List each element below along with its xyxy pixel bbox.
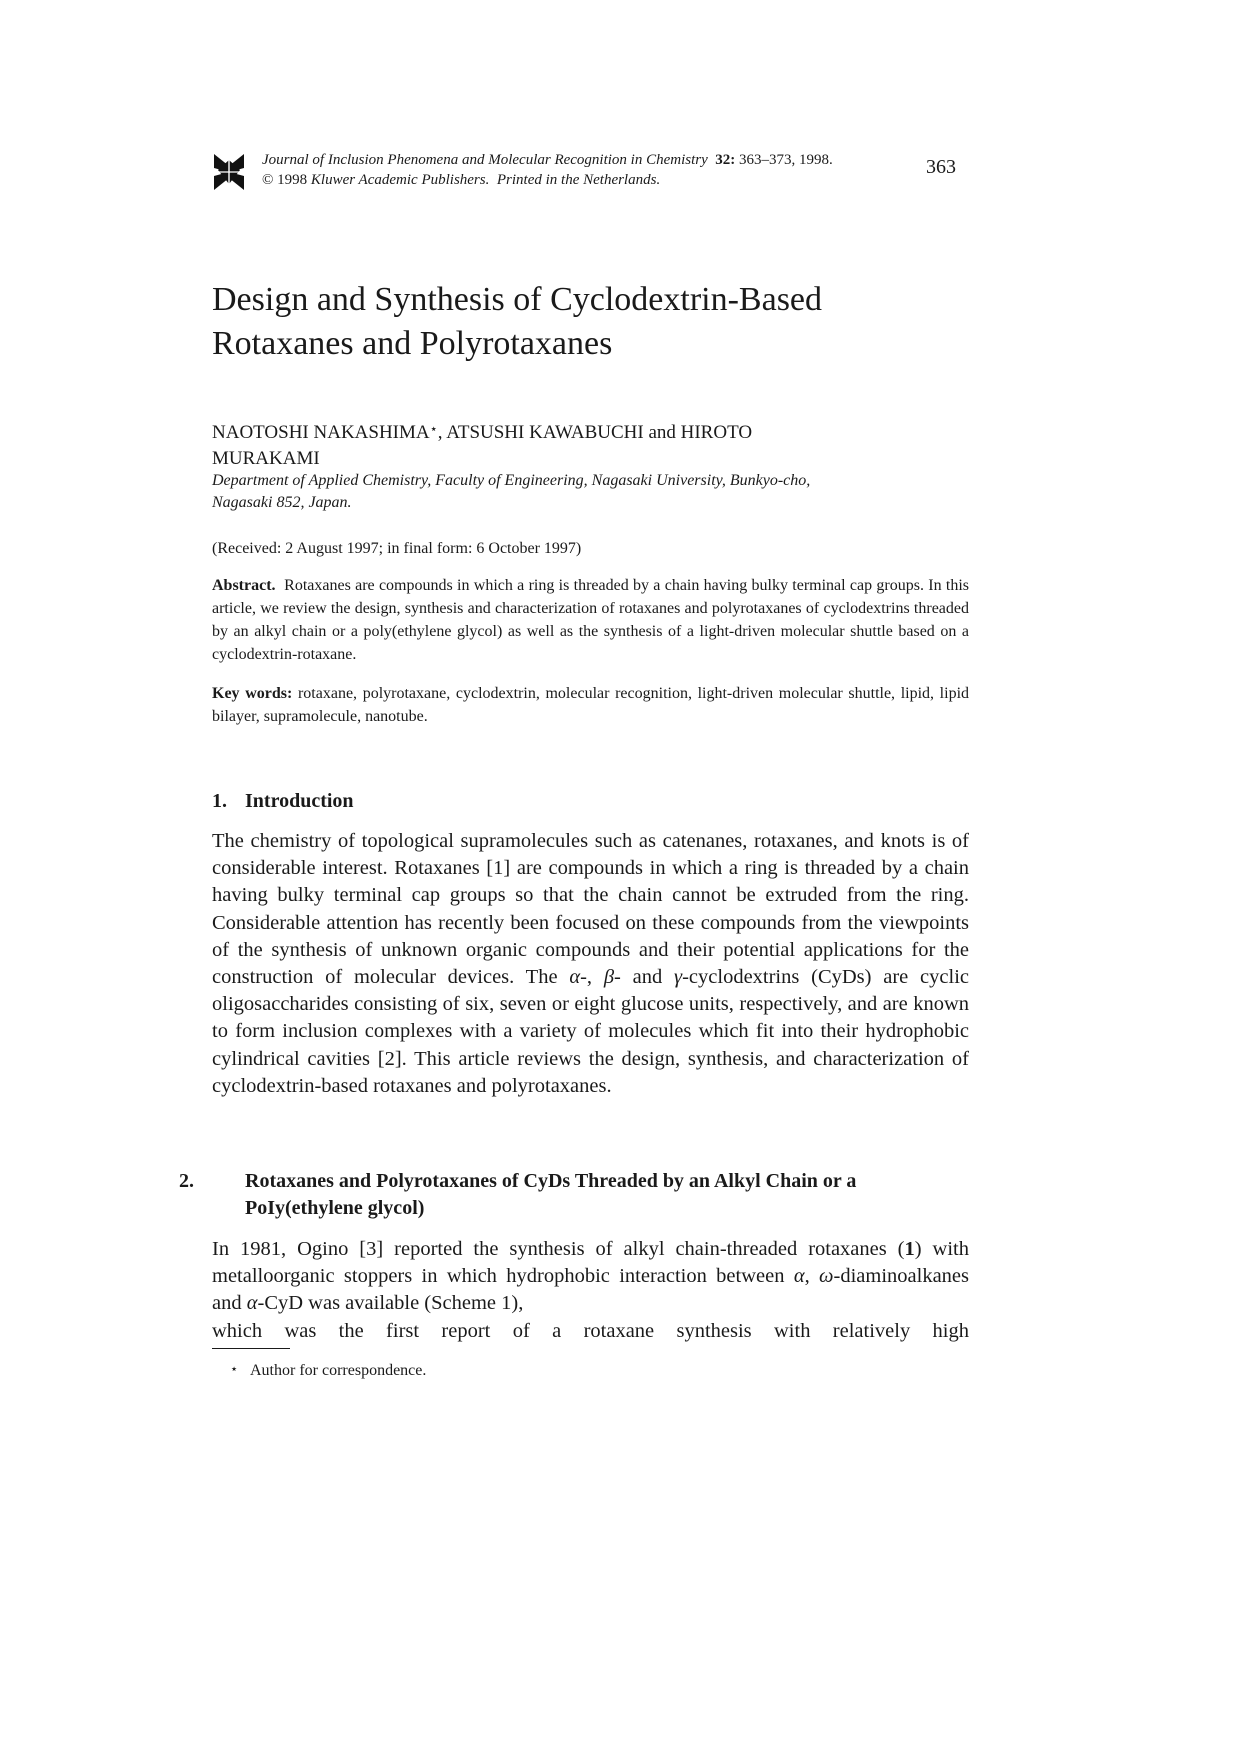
greek-gamma: γ (674, 966, 683, 989)
sec2-last-line: which was the first report of a rotaxane synthesis with relatively high (212, 1319, 969, 1342)
section-2-heading (179, 1168, 969, 1222)
journal-name: Journal of Inclusion Phenomena and Molecular Recognition in Chemistry (262, 152, 708, 168)
footnote-divider (212, 1348, 290, 1349)
title-line-2: Rotaxanes and Polyrotaxanes (212, 325, 613, 362)
greek-omega: ω (819, 1265, 834, 1288)
section-2-paragraph (212, 1236, 969, 1345)
copyright-year: 1998 (277, 172, 308, 188)
paper-title (212, 278, 972, 366)
copyright-symbol: © (262, 172, 274, 188)
abstract-text: Rotaxanes are compounds in which a ring is threaded by a chain having bulky terminal cap groups. In this article, we review the design, synthesis and characterization of rotaxanes and polyrotaxanes of cyclodextrins threaded by an alkyl chain or a poly(ethylene glycol) as well as the synthesis of a light-driven molecular shuttle based on a cyclodextrin-rotaxane. (212, 577, 969, 663)
section-2-number: 2. (179, 1170, 194, 1192)
author-affiliation (212, 470, 972, 514)
sec2-text-4: -diaminoalkanes and (212, 1265, 969, 1315)
title-line-1: Design and Synthesis of Cyclodextrin-Based (212, 281, 823, 318)
keywords (212, 682, 969, 728)
publisher-logo-icon (212, 152, 246, 192)
intro-text-2: -, (580, 966, 604, 989)
abstract-label: Abstract. (212, 577, 276, 594)
greek-alpha: α (793, 1265, 805, 1288)
section-2-title: Rotaxanes and Polyrotaxanes of CyDs Threaded by an Alkyl Chain or a PoIy(ethylene glycol) (245, 1170, 857, 1219)
greek-beta: β (603, 966, 615, 989)
footnote-text: Author for correspondence. (250, 1362, 427, 1379)
printed-location: Printed in the Netherlands. (496, 172, 661, 188)
affiliation-line-1: Department of Applied Chemistry, Faculty of Engineering, Nagasaki University, Bunkyo-cho, (212, 472, 811, 489)
journal-volume: 32: (715, 152, 736, 168)
sec2-text-2: ) with metalloorganic stoppers in which hydrophobic interaction between (212, 1238, 969, 1288)
intro-text-4: -cyclodextrins (CyDs) are cyclic oligosaccharides consisting of six, seven or eight glucose units, respectively, and are known to form inclusion complexes with a variety of molecules which fit into their hydrophobic cylindrical cavities [2]. This article reviews the design, synthesis, and characterization of cyclodextrin-based rotaxanes and polyrotaxanes. (212, 966, 969, 1097)
author-rest-line-2: MURAKAMI (212, 448, 320, 469)
introduction-paragraph (212, 828, 969, 1100)
journal-pages-year: 363–373, 1998. (739, 152, 833, 168)
section-1-title: Introduction (245, 790, 354, 812)
keywords-label: Key words: (212, 685, 293, 702)
keywords-text: rotaxane, polyrotaxane, cyclodextrin, molecular recognition, light-driven molecular shuttle, lipid, lipid bilayer, supramolecule, nanotube. (212, 685, 970, 725)
author-first: NAOTOSHI NAKASHIMA (212, 422, 430, 443)
publisher-name: Kluwer Academic Publishers. (310, 172, 490, 188)
journal-header (212, 148, 972, 196)
affiliation-line-2: Nagasaki 852, Japan. (212, 494, 352, 511)
author-rest-line-1: , ATSUSHI KAWABUCHI and HIROTO (437, 422, 753, 443)
sec2-text-5: -CyD was available (Scheme 1), (257, 1292, 524, 1315)
journal-line-2 (262, 170, 833, 190)
greek-alpha: α (569, 966, 581, 989)
intro-text-1: The chemistry of topological supramolecules such as catenanes, rotaxanes, and knots is of considerable interest. Rotaxanes [1] are compounds in which a ring is threaded by a chain having bulky terminal cap groups so that the chain cannot be extruded from the ring. Considerable attention has recently been focused on these compounds from the viewpoints of the synthesis of unknown organic compounds and their potential applications for the construction of molecular devices. The (212, 830, 969, 989)
section-1-heading (212, 788, 969, 815)
journal-line-1 (262, 150, 833, 170)
section-1-number: 1. (212, 790, 227, 812)
greek-alpha: α (246, 1292, 258, 1315)
journal-citation (262, 150, 833, 190)
sec2-text-3: , (804, 1265, 820, 1288)
sec2-text-1: In 1981, Ogino [3] reported the synthesis of alkyl chain-threaded rotaxanes ( (212, 1238, 905, 1260)
received-dates: (Received: 2 August 1997; in final form: 6 October 1997) (212, 540, 582, 557)
compound-number: 1 (904, 1238, 915, 1260)
footnote-marker: ⋆ (230, 1361, 239, 1376)
footnote (230, 1358, 426, 1382)
correspondence-marker: ⋆ (429, 421, 438, 436)
abstract (212, 574, 969, 666)
author-list (212, 416, 972, 472)
intro-text-3: - and (614, 966, 675, 989)
page-number: 363 (926, 156, 956, 178)
